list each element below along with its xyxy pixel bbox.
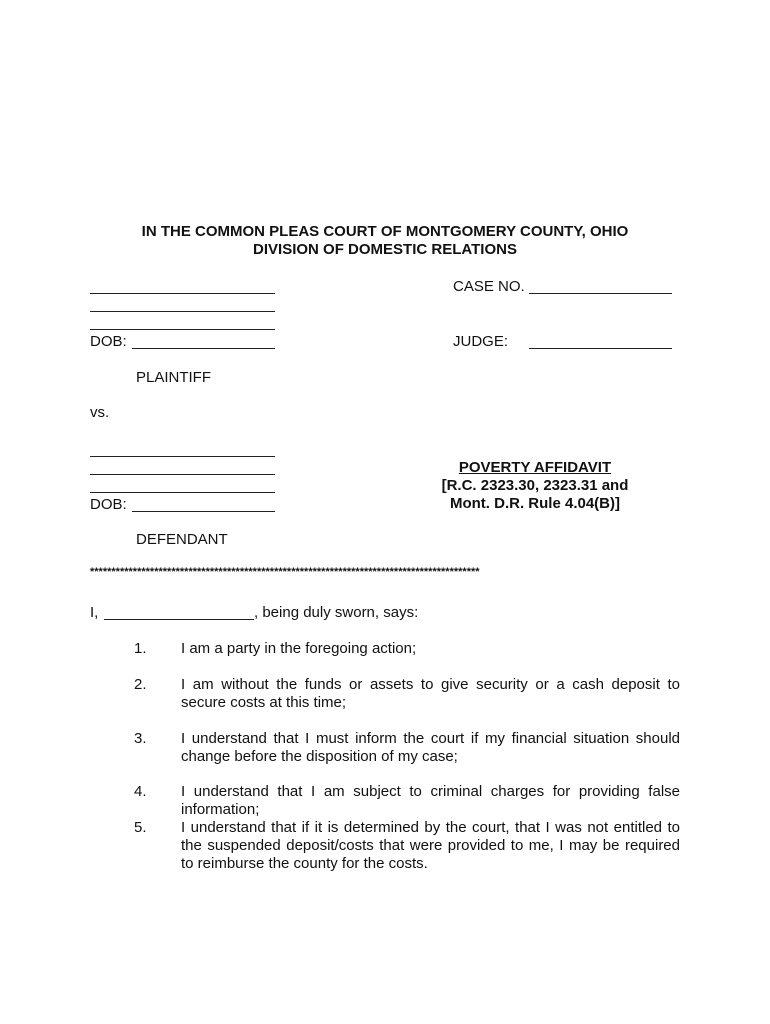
judge-label: JUDGE: [453, 333, 509, 350]
affiant-name-line[interactable] [104, 619, 254, 620]
plaintiff-name-line-2[interactable] [90, 311, 275, 312]
affidavit-ref-line-1: [R.C. 2323.30, 2323.31 and [441, 477, 629, 494]
affidavit-ref-line-2: Mont. D.R. Rule 4.04(B)] [449, 495, 620, 512]
item-3-text: I understand that I must inform the court if my financial situation should change before the disposition of my case; [181, 730, 680, 765]
item-1-text: I am a party in the foregoing action; [181, 640, 417, 657]
court-title: IN THE COMMON PLEAS COURT OF MONTGOMERY COUNTY, OHIO [141, 223, 629, 240]
plaintiff-dob-label: DOB: [90, 333, 127, 350]
judge-line[interactable] [529, 348, 672, 349]
item-2-number: 2. [134, 676, 147, 693]
defendant-name-line-2[interactable] [90, 474, 275, 475]
case-no-line[interactable] [529, 293, 672, 294]
defendant-dob-line[interactable] [132, 511, 275, 512]
plaintiff-name-line-3[interactable] [90, 329, 275, 330]
item-1-number: 1. [134, 640, 147, 657]
plaintiff-name-line-1[interactable] [90, 293, 275, 294]
defendant-name-line-3[interactable] [90, 492, 275, 493]
defendant-name-line-1[interactable] [90, 456, 275, 457]
item-5-number: 5. [134, 819, 147, 836]
plaintiff-label: PLAINTIFF [136, 369, 212, 386]
defendant-dob-label: DOB: [90, 496, 127, 513]
affidavit-title: POVERTY AFFIDAVIT [458, 459, 612, 476]
item-4-number: 4. [134, 783, 147, 800]
separator-stars: ******************************************************************************************* [90, 566, 480, 578]
item-3-number: 3. [134, 730, 147, 747]
item-5-text: I understand that if it is determined by the court, that I was not entitled to the suspended deposit/costs that were provided to me, I may be required to reimburse the county for the costs. [181, 819, 680, 872]
division-title: DIVISION OF DOMESTIC RELATIONS [253, 241, 517, 258]
oath-suffix: , being duly sworn, says: [254, 604, 419, 621]
oath-prefix: I, [90, 604, 99, 621]
item-2-text: I am without the funds or assets to give security or a cash deposit to secure costs at this time; [181, 676, 680, 711]
defendant-label: DEFENDANT [136, 531, 228, 548]
item-4-text: I understand that I am subject to criminal charges for providing false information; [181, 783, 680, 818]
case-no-label: CASE NO. [453, 278, 525, 295]
plaintiff-dob-line[interactable] [132, 348, 275, 349]
versus-label: vs. [90, 404, 110, 421]
